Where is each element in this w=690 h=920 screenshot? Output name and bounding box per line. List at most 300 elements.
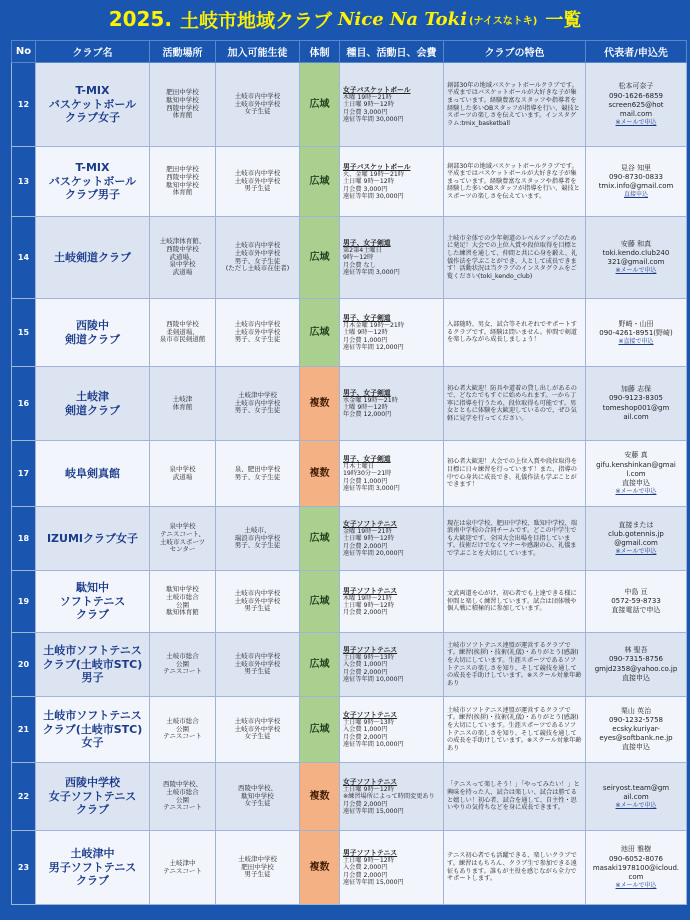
representative-contact: [586, 633, 687, 697]
club-name: [36, 571, 150, 633]
eligible-line: 男子、女子生徒: [234, 335, 281, 344]
apply-link[interactable]: ※直接で申込: [618, 337, 654, 345]
schedule-line: 土日曜 9時〜13時: [343, 653, 394, 661]
activity-location: [150, 367, 216, 441]
schedule: [340, 507, 444, 571]
schedule-line: 土曜 9時〜12時: [343, 329, 388, 337]
schedule-line: 土日曜 9時〜13時: [343, 718, 394, 726]
location-line: 駄知中学校: [166, 584, 199, 593]
club-features: 文武両道を心がけ、初心者でも上達できる様に仲間と楽しく練習しています。試合は団体戦や個人戦に積極的に参加しています。: [444, 571, 586, 633]
column-header: No: [12, 41, 36, 63]
club-features: 土岐市ソフトテニス連盟が運営するクラブです。練習(挨拶)・技術(礼儀)・ありがとう(感謝)を大切にしています。生涯スポーツであるソフトテニスの楽しさを知り、そして競技を通しての成長を手助けしています。※スクール対象年齢あり: [444, 697, 586, 763]
club-name-line: IZUMIクラブ女子: [46, 531, 139, 545]
club-features: 創部30年の地域バスケットボールクラブです。平成まではバスケットボールが大好きな子が集まっています。経験豊富なスタッフや指導者を経験した多いOBスタッフが指導を行い、競技とスポーツの楽しさを伝えています。インスタグラム:tmix_basketball: [444, 63, 586, 147]
club-name: [36, 367, 150, 441]
location-line: 武道場、: [169, 252, 196, 261]
location-line: 西陵中学校: [166, 172, 199, 181]
contact-line: ail.com: [623, 792, 649, 801]
club-name-line: 土岐津中: [70, 846, 115, 860]
sport-event: 男子、女子剣道: [343, 238, 391, 247]
location-line: テニスコート: [163, 667, 202, 676]
location-line: 泉市市民剣道館: [159, 335, 206, 344]
club-name-line: 女子ソフトテニス: [48, 789, 137, 803]
eligible-line: 土岐市外中学校: [234, 176, 281, 185]
schedule-line: 土日曜 9時〜12時: [343, 856, 394, 864]
club-features: 土岐市全体での少年剣道のレベルアップのために発足！大会での上位入賞や段位取得を目標とした練習を通して、仲間と共に心身を鍛え、礼儀作法を学ぶことができ、人として成長できます！活動状況は当クラブのインスタグラムをご覧ください(toki_kendo_club): [444, 217, 586, 299]
representative-contact: [586, 571, 687, 633]
schedule-line: 月会費 2,000円: [343, 733, 388, 741]
activity-location: [150, 299, 216, 367]
contact-line: 林 聖吾: [624, 646, 648, 655]
schedule-line: 入会費 2,000円: [343, 864, 388, 872]
club-name-line: 剣道クラブ: [65, 403, 120, 417]
club-name: [36, 697, 150, 763]
contact-line: 090-9123-8305: [608, 394, 664, 403]
location-line: 土岐市スポーツ: [159, 537, 206, 546]
table-row: [12, 831, 687, 905]
location-line: テニスコート: [163, 803, 202, 812]
contact-line: ail.com: [623, 412, 649, 421]
club-name: [36, 763, 150, 831]
schedule-line: ※練習場所によって時間変更あり: [343, 793, 435, 801]
contact-line: l.com: [626, 469, 646, 478]
contact-line: gmjd2358@yahoo.co.jp: [594, 664, 678, 673]
eligible-students: [216, 633, 300, 697]
table-body: [12, 63, 687, 905]
row-number: 13: [12, 147, 36, 217]
table-row: [12, 367, 687, 441]
club-name-line: 剣道クラブ: [65, 332, 120, 346]
sport-event: 女子ソフトテニス: [343, 519, 398, 528]
eligible-line: 土岐市外中学校: [234, 99, 281, 108]
eligible-students: [216, 441, 300, 507]
schedule-line: 遠征等年間 3,000円: [343, 268, 400, 276]
schedule-line: 遠征等年間 20,000円: [343, 549, 404, 557]
location-line: 肥田中学校: [166, 164, 199, 173]
location-line: 体育館: [172, 188, 193, 197]
table-row: [12, 63, 687, 147]
club-name: [36, 217, 150, 299]
schedule-line: 19時30分〜21時: [343, 470, 392, 478]
eligible-line: 土岐市、: [244, 525, 271, 534]
eligible-students: [216, 507, 300, 571]
schedule-line: 遠征等年間 3,000円: [343, 484, 400, 492]
eligible-line: (ただし土岐市在住者): [225, 264, 290, 273]
location-line: テニスコート、: [160, 529, 205, 538]
eligible-line: 土岐市内中学校: [234, 168, 281, 177]
table-row: [12, 763, 687, 831]
page-title: [0, 0, 690, 38]
contact-line: 直接申込: [622, 673, 650, 682]
schedule-line: 第2第4土曜日: [343, 246, 382, 254]
contact-line: 090-1626-6859: [608, 91, 664, 100]
schedule-line: 遠征等年間 15,000円: [343, 878, 404, 886]
representative-contact: [586, 147, 687, 217]
schedule-line: 月会費 2,000円: [343, 609, 388, 617]
title-year: 2025.: [108, 7, 172, 31]
eligible-line: 土岐津中学校: [238, 854, 277, 863]
club-features: 入部随時、男女、試合等それぞれでサポートするクラブです。経験は問いません。仲間で剣道を楽しみながら成長しましょう！: [444, 299, 586, 367]
eligible-line: 女子生徒: [244, 799, 271, 808]
eligible-students: [216, 697, 300, 763]
club-features: 「テニスって楽しそう！」「やってみたい！」と興味を持った人、試合は楽しい、試合は勝てると嬉しい！初心者、試合を通して、自主性・思いやりの気持ちなどを身に成長できます。: [444, 763, 586, 831]
eligible-line: 土岐市外中学校: [234, 724, 281, 733]
row-number: 12: [12, 63, 36, 147]
club-name-line: クラブ女子: [65, 111, 120, 125]
schedule-line: 水金曜 19時〜21時: [343, 396, 398, 404]
eligible-line: 土岐市外中学校: [234, 659, 281, 668]
sport-event: 男子バスケットボール: [343, 162, 411, 171]
location-line: 泉中学校: [169, 521, 196, 530]
eligible-line: 駄知中学校: [241, 791, 274, 800]
eligible-line: 土岐市内中学校: [234, 398, 281, 407]
contact-line: 安藤 真: [624, 451, 648, 460]
column-header: 活動場所: [150, 41, 216, 63]
eligible-line: 男子、女子生徒: [234, 406, 281, 415]
sport-event: 男子、女子剣道: [343, 388, 391, 397]
contact-line: gifu.kenshinkan@gmai: [596, 460, 676, 469]
location-line: 泉中学校: [169, 464, 196, 473]
location-line: 体育館: [172, 402, 193, 411]
club-name-line: バスケットボール: [48, 174, 137, 188]
schedule: [340, 697, 444, 763]
table-row: [12, 299, 687, 367]
club-name: [36, 831, 150, 905]
representative-contact: [586, 697, 687, 763]
eligible-students: [216, 831, 300, 905]
schedule-line: 入会費 1,000円: [343, 726, 388, 734]
system-type-badge: 複数: [300, 367, 340, 441]
system-type-badge: 複数: [300, 763, 340, 831]
system-type-badge: 広域: [300, 507, 340, 571]
representative-contact: [586, 299, 687, 367]
contact-line: toki.kendo.club240: [602, 249, 670, 258]
column-header: 体制: [300, 41, 340, 63]
eligible-line: 土岐市内中学校: [234, 91, 281, 100]
contact-line: 直接申込: [622, 743, 650, 752]
schedule-line: 土日曜 9時〜12時: [343, 178, 394, 186]
activity-location: [150, 441, 216, 507]
club-name-line: クラブ: [76, 608, 109, 622]
schedule-line: 木曜 19時〜21時: [343, 93, 392, 101]
location-line: 公園: [176, 724, 189, 733]
schedule: [340, 217, 444, 299]
contact-line: 中島 亘: [624, 587, 648, 596]
schedule-line: 入会費 1,000円: [343, 661, 388, 669]
schedule-line: 月木金曜 19時〜21時: [343, 321, 405, 329]
contact-line: ecsky.kuriyar-: [612, 724, 660, 733]
table-row: [12, 633, 687, 697]
club-features: 初心者大歓迎！大会での上位入賞や段位取得を目標に日々練習を行っています！また、指導の中で心身共に成長でき、礼儀作法も学ぶことができます！: [444, 441, 586, 507]
table-header-row: [12, 41, 687, 63]
schedule: [340, 763, 444, 831]
club-name: [36, 507, 150, 571]
eligible-line: 土岐市内中学校: [234, 716, 281, 725]
contact-line: com: [628, 872, 644, 881]
club-name-line: 男子: [81, 671, 104, 685]
schedule-line: 月会費 なし: [343, 261, 376, 269]
location-line: 西陵中学校: [166, 244, 199, 253]
club-name-line: クラブ: [76, 803, 109, 817]
schedule: [340, 831, 444, 905]
sport-event: 女子ソフトテニス: [343, 710, 398, 719]
schedule-line: 月会費 2,000円: [343, 542, 388, 550]
schedule: [340, 571, 444, 633]
table-row: [12, 697, 687, 763]
location-line: 土岐市総合: [166, 787, 199, 796]
table-row: [12, 441, 687, 507]
title-main: 土岐市地域クラブ: [179, 9, 332, 32]
schedule-line: 土曜 9時〜12時: [343, 403, 388, 411]
schedule-line: 木曜 19時〜21時: [343, 594, 392, 602]
representative-contact: [586, 367, 687, 441]
club-name: [36, 441, 150, 507]
system-type-badge: 広域: [300, 633, 340, 697]
contact-line: 090-4261-8951(野崎): [599, 328, 673, 337]
eligible-line: 土岐津中学校: [238, 390, 277, 399]
eligible-line: 女子生徒: [244, 107, 271, 116]
contact-line: 池田 雅樹: [620, 845, 652, 854]
contact-line: 090-8730-0833: [608, 173, 664, 182]
schedule-line: 9時〜12時: [343, 254, 374, 262]
club-features: 創部30年の地域バスケットボールクラブです。平成まではバスケットボールが大好きな子が集まっています。経験豊富なスタッフや指導者を経験した多いOBスタッフが指導を行い、競技とスポーツの楽しさを伝えています。: [444, 147, 586, 217]
row-number: 15: [12, 299, 36, 367]
table-row: [12, 507, 687, 571]
representative-contact: [586, 831, 687, 905]
sport-event: 男子ソフトテニス: [343, 645, 398, 654]
title-suffix: 一覧: [545, 10, 582, 31]
schedule-line: 遠征等年間 30,000円: [343, 115, 404, 123]
contact-line: 直接電話で申込: [611, 606, 661, 615]
contact-line: tmix.info@gmail.com: [598, 182, 674, 191]
activity-location: [150, 831, 216, 905]
apply-link[interactable]: ※メールで申込: [615, 548, 657, 556]
location-line: テニスコート: [163, 866, 202, 875]
club-features: 土岐市ソフトテニス連盟が運営するクラブです。練習(挨拶)・技術(礼儀)・ありがとう(感謝)を大切にしています。生涯スポーツであるソフトテニスの楽しさを知り、そして競技を通しての成長を手助けしています。※スクール対象年齢あり: [444, 633, 586, 697]
club-features: 現在は泉中学校、肥田中学校、駄知中学校、瑞浪南中学校の合同チームです。どこの中学生でも大歓迎です。全国大会出場を目指しています。技術だけでなくマナーや感謝の心、礼儀まで学ぶことを大切にしています。: [444, 507, 586, 571]
activity-location: [150, 217, 216, 299]
eligible-line: 土岐市外中学校: [234, 596, 281, 605]
contact-line: mail.com: [619, 109, 653, 118]
eligible-line: 男子、女子生徒: [234, 256, 281, 265]
contact-line: tomeshop001@gm: [602, 403, 670, 412]
system-type-badge: 広域: [300, 147, 340, 217]
schedule-line: 月会費 2,000円: [343, 871, 388, 879]
schedule-line: 遠征等年間 10,000円: [343, 740, 404, 748]
club-name-line: 土岐市ソフトテニス: [43, 708, 142, 722]
activity-location: [150, 507, 216, 571]
club-name-line: 女子: [81, 736, 104, 750]
club-name: [36, 299, 150, 367]
column-header: クラブ名: [36, 41, 150, 63]
apply-link[interactable]: ※メールで申込: [615, 801, 657, 809]
activity-location: [150, 63, 216, 147]
location-line: 駄知中学校: [166, 95, 199, 104]
table-row: [12, 217, 687, 299]
club-name-line: 土岐津: [76, 389, 109, 403]
apply-link[interactable]: ※メールで申込: [615, 487, 657, 495]
location-line: 土岐市総合: [166, 592, 199, 601]
system-type-badge: 複数: [300, 831, 340, 905]
eligible-students: [216, 217, 300, 299]
system-type-badge: 広域: [300, 697, 340, 763]
location-line: センター: [169, 545, 196, 554]
representative-contact: [586, 217, 687, 299]
schedule-line: 月会費 1,000円: [343, 336, 388, 344]
club-name-line: クラブ: [76, 874, 109, 888]
eligible-line: 土岐市内中学校: [234, 240, 281, 249]
representative-contact: [586, 441, 687, 507]
club-name-line: T-MIX: [75, 160, 110, 174]
schedule-line: 金曜 19時〜21時: [343, 527, 392, 535]
club-name-line: クラブ(土岐市STC): [42, 722, 143, 736]
table-row: [12, 147, 687, 217]
club-features: テニス初心者でも活躍できる、楽しいクラブです。練習はもちろん、クラブ生で参加できる遠征もあります。誰もが主役を感じながら全力でサポートします。: [444, 831, 586, 905]
system-type-badge: 広域: [300, 217, 340, 299]
club-name: [36, 633, 150, 697]
schedule-line: 月木土曜日: [343, 462, 374, 470]
contact-line: 090-6052-8076: [608, 854, 664, 863]
row-number: 17: [12, 441, 36, 507]
row-number: 20: [12, 633, 36, 697]
contact-line: 直接または: [618, 520, 654, 529]
location-line: 泉中学校: [169, 260, 196, 269]
contact-line: 0572-59-8733: [611, 596, 661, 605]
club-name-line: 男子ソフトテニス: [48, 860, 137, 874]
eligible-line: 土岐市内中学校: [234, 588, 281, 597]
contact-line: 見谷 知里: [620, 163, 652, 172]
eligible-line: 土岐市外中学校: [234, 248, 281, 257]
contact-line: seiryost.team@gm: [602, 783, 670, 792]
schedule: [340, 63, 444, 147]
location-line: 武道場: [172, 268, 193, 277]
schedule-line: 遠征等年間 12,000円: [343, 343, 404, 351]
eligible-line: 瑞浪市内中学校: [234, 533, 281, 542]
location-line: 肥田中学校: [166, 87, 199, 96]
eligible-students: [216, 367, 300, 441]
club-name-line: 西陵中学校: [65, 775, 120, 789]
club-name-line: 駄知中: [76, 580, 109, 594]
eligible-line: 西陵中学校、: [238, 783, 277, 792]
schedule-line: 遠征等年間 10,000円: [343, 675, 404, 683]
club-name-line: 岐阜剣真館: [65, 466, 120, 480]
contact-line: @gmail.com: [614, 539, 658, 548]
system-type-badge: 広域: [300, 63, 340, 147]
sport-event: 女子バスケットボール: [343, 85, 411, 94]
location-line: 土岐津中: [169, 858, 196, 867]
contact-line: 321@gmail.com: [607, 258, 665, 267]
eligible-line: 男子、女子生徒: [234, 541, 281, 550]
schedule-line: 土日曜 9時〜12時: [343, 601, 394, 609]
schedule-line: 年会費 12,000円: [343, 411, 392, 419]
schedule-line: 月会費 2,000円: [343, 668, 388, 676]
location-line: 柔剣道場、: [166, 327, 199, 336]
row-number: 16: [12, 367, 36, 441]
eligible-line: 土岐市内中学校: [234, 651, 281, 660]
eligible-line: 男子生徒: [244, 604, 271, 613]
apply-link[interactable]: ※メールで申込: [615, 881, 657, 889]
eligible-line: 土岐市外中学校: [234, 327, 281, 336]
schedule: [340, 441, 444, 507]
contact-line: 加藤 志保: [620, 385, 652, 394]
schedule-line: 土日曜 9時〜12時: [343, 535, 394, 543]
activity-location: [150, 697, 216, 763]
location-line: 西陵中学校: [166, 103, 199, 112]
location-line: 公園: [176, 600, 189, 609]
apply-link[interactable]: ※メールで申込: [615, 118, 657, 126]
location-line: 土岐市総合: [166, 651, 199, 660]
contact-line: 野崎・山田: [618, 319, 654, 328]
eligible-line: 男子生徒: [244, 870, 271, 879]
column-header: 種目、活動日、会費: [340, 41, 444, 63]
eligible-students: [216, 63, 300, 147]
title-kana: (ナイスなトキ): [468, 15, 538, 27]
eligible-students: [216, 299, 300, 367]
eligible-line: 男子、女子生徒: [234, 472, 281, 481]
column-header: 加入可能生徒: [216, 41, 300, 63]
schedule-line: 月会費 2,000円: [343, 800, 388, 808]
club-name-line: バスケットボール: [48, 97, 137, 111]
location-line: 西陵中学校: [166, 319, 199, 328]
club-name-line: クラブ男子: [65, 188, 120, 202]
eligible-students: [216, 147, 300, 217]
row-number: 18: [12, 507, 36, 571]
location-line: 武道場: [172, 472, 193, 481]
location-line: 駄知体育館: [166, 608, 199, 617]
row-number: 14: [12, 217, 36, 299]
apply-link[interactable]: 直接申込: [623, 191, 648, 199]
apply-link[interactable]: ※メールで申込: [615, 267, 657, 275]
sport-event: 男子、女子剣道: [343, 454, 391, 463]
system-type-badge: 広域: [300, 571, 340, 633]
schedule-line: 遠征等年間 15,000円: [343, 807, 404, 815]
club-name-line: 土岐剣道クラブ: [54, 250, 131, 264]
club-name-line: 土岐市ソフトテニス: [43, 643, 142, 657]
location-line: 公園: [176, 659, 189, 668]
location-line: 西陵中学校、: [163, 779, 202, 788]
location-line: 土岐津: [172, 394, 193, 403]
row-number: 22: [12, 763, 36, 831]
column-header: クラブの特色: [444, 41, 586, 63]
activity-location: [150, 763, 216, 831]
club-name-line: クラブ(土岐市STC): [42, 657, 143, 671]
location-line: 土岐市総合: [166, 716, 199, 725]
contact-line: 直接申込: [622, 478, 650, 487]
location-line: 体育館: [172, 111, 193, 120]
column-header: 代表者/申込先: [586, 41, 687, 63]
contact-line: 090-7315-8756: [608, 655, 664, 664]
schedule-line: 月会費 3,000円: [343, 185, 388, 193]
representative-contact: [586, 763, 687, 831]
contact-line: 松本可奈子: [618, 82, 654, 91]
representative-contact: [586, 63, 687, 147]
club-name-line: 西陵中: [76, 318, 109, 332]
club-features: 初心者大歓迎！防具や道着の貸し出しがあるので、どなたでもすぐに始められます。一から丁寧に指導を行うため、段位取得も可能です。男女とともに体験を大歓迎しているので、ぜひ気軽に見学を行ってください。: [444, 367, 586, 441]
sport-event: 男子ソフトテニス: [343, 848, 398, 857]
schedule-line: 月会費 1,000円: [343, 477, 388, 485]
club-name: [36, 63, 150, 147]
schedule: [340, 147, 444, 217]
row-number: 23: [12, 831, 36, 905]
system-type-badge: 広域: [300, 299, 340, 367]
schedule: [340, 633, 444, 697]
eligible-line: 女子生徒: [244, 732, 271, 741]
schedule-line: 遠征等年間 30,000円: [343, 192, 404, 200]
table-row: [12, 571, 687, 633]
schedule-line: 土日曜 9時〜12時: [343, 785, 394, 793]
location-line: 駄知中学校: [166, 180, 199, 189]
schedule: [340, 299, 444, 367]
